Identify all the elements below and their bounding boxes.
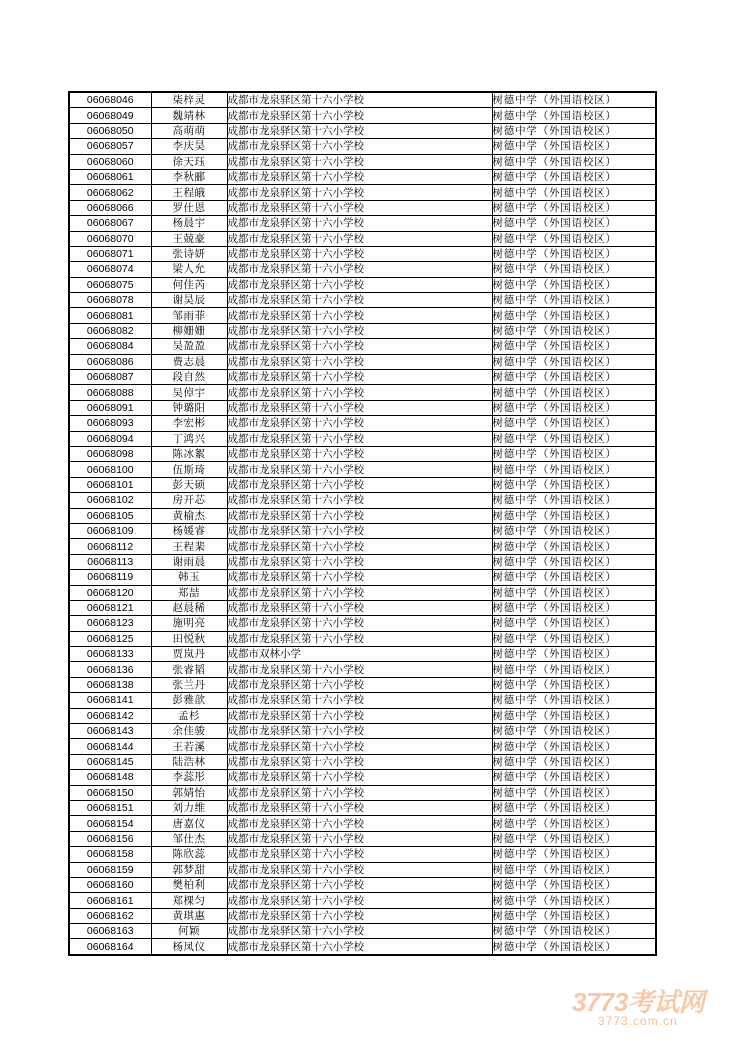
cell-admitted-school: 树德中学（外国语校区）	[492, 416, 656, 431]
cell-student-name: 贾岚丹	[151, 647, 227, 662]
cell-admitted-school: 树德中学（外国语校区）	[492, 570, 656, 585]
cell-student-name: 余佳骏	[151, 724, 227, 739]
cell-exam-number: 06068098	[69, 446, 151, 461]
cell-primary-school: 成都市龙泉驿区第十六小学校	[227, 416, 492, 431]
table-row	[69, 416, 656, 431]
table-row	[69, 508, 656, 523]
table-row	[69, 123, 656, 138]
cell-primary-school: 成都市龙泉驿区第十六小学校	[227, 354, 492, 369]
table-row	[69, 862, 656, 877]
cell-student-name: 陈冰絮	[151, 446, 227, 461]
cell-exam-number: 06068093	[69, 416, 151, 431]
cell-exam-number: 06068082	[69, 323, 151, 338]
cell-student-name: 杨媛睿	[151, 523, 227, 538]
cell-admitted-school: 树德中学（外国语校区）	[492, 616, 656, 631]
cell-student-name: 彭天硕	[151, 477, 227, 492]
table-row	[69, 431, 656, 446]
cell-student-name: 郑棵匀	[151, 893, 227, 908]
cell-primary-school: 成都市龙泉驿区第十六小学校	[227, 877, 492, 892]
cell-student-name: 赵晨稀	[151, 600, 227, 615]
cell-admitted-school: 树德中学（外国语校区）	[492, 385, 656, 400]
cell-admitted-school: 树德中学（外国语校区）	[492, 939, 656, 955]
cell-exam-number: 06068049	[69, 108, 151, 123]
cell-primary-school: 成都市龙泉驿区第十六小学校	[227, 231, 492, 246]
cell-primary-school: 成都市龙泉驿区第十六小学校	[227, 662, 492, 677]
cell-exam-number: 06068046	[69, 92, 151, 108]
table-row	[69, 585, 656, 600]
cell-exam-number: 06068148	[69, 770, 151, 785]
table-row	[69, 293, 656, 308]
cell-student-name: 郑喆	[151, 585, 227, 600]
table-row	[69, 877, 656, 892]
cell-admitted-school: 树德中学（外国语校区）	[492, 446, 656, 461]
cell-primary-school: 成都市龙泉驿区第十六小学校	[227, 477, 492, 492]
cell-student-name: 钟璐阳	[151, 400, 227, 415]
cell-student-name: 孟杉	[151, 708, 227, 723]
table-row	[69, 785, 656, 800]
cell-student-name: 黄榆杰	[151, 508, 227, 523]
cell-admitted-school: 树德中学（外国语校区）	[492, 539, 656, 554]
cell-student-name: 张兰丹	[151, 677, 227, 692]
cell-admitted-school: 树德中学（外国语校区）	[492, 631, 656, 646]
table-row	[69, 477, 656, 492]
cell-exam-number: 06068070	[69, 231, 151, 246]
cell-primary-school: 成都市龙泉驿区第十六小学校	[227, 739, 492, 754]
table-row	[69, 308, 656, 323]
cell-exam-number: 06068057	[69, 139, 151, 154]
table-row	[69, 446, 656, 461]
watermark-url: 3773.com.cn	[598, 1014, 678, 1028]
cell-exam-number: 06068142	[69, 708, 151, 723]
cell-student-name: 施明亮	[151, 616, 227, 631]
cell-exam-number: 06068100	[69, 462, 151, 477]
cell-primary-school: 成都市龙泉驿区第十六小学校	[227, 939, 492, 955]
cell-primary-school: 成都市龙泉驿区第十六小学校	[227, 908, 492, 923]
cell-exam-number: 06068120	[69, 585, 151, 600]
cell-exam-number: 06068164	[69, 939, 151, 955]
cell-admitted-school: 树德中学（外国语校区）	[492, 754, 656, 769]
cell-admitted-school: 树德中学（外国语校区）	[492, 216, 656, 231]
table-row	[69, 523, 656, 538]
table-row	[69, 831, 656, 846]
table-row	[69, 677, 656, 692]
table-row	[69, 754, 656, 769]
site-watermark	[560, 982, 720, 1032]
cell-primary-school: 成都市龙泉驿区第十六小学校	[227, 169, 492, 184]
cell-primary-school: 成都市龙泉驿区第十六小学校	[227, 523, 492, 538]
cell-primary-school: 成都市龙泉驿区第十六小学校	[227, 293, 492, 308]
cell-admitted-school: 树德中学（外国语校区）	[492, 200, 656, 215]
table-row	[69, 800, 656, 815]
cell-exam-number: 06068060	[69, 154, 151, 169]
cell-primary-school: 成都市龙泉驿区第十六小学校	[227, 339, 492, 354]
cell-admitted-school: 树德中学（外国语校区）	[492, 600, 656, 615]
table-row	[69, 739, 656, 754]
cell-primary-school: 成都市龙泉驿区第十六小学校	[227, 816, 492, 831]
cell-exam-number: 06068102	[69, 493, 151, 508]
cell-exam-number: 06068123	[69, 616, 151, 631]
table-row	[69, 939, 656, 955]
table-row	[69, 631, 656, 646]
cell-exam-number: 06068161	[69, 893, 151, 908]
table-row	[69, 108, 656, 123]
cell-primary-school: 成都市龙泉驿区第十六小学校	[227, 770, 492, 785]
cell-admitted-school: 树德中学（外国语校区）	[492, 677, 656, 692]
cell-primary-school: 成都市龙泉驿区第十六小学校	[227, 708, 492, 723]
table-row	[69, 616, 656, 631]
cell-student-name: 李蕊彤	[151, 770, 227, 785]
cell-admitted-school: 树德中学（外国语校区）	[492, 246, 656, 261]
cell-student-name: 梁人允	[151, 262, 227, 277]
table-row	[69, 493, 656, 508]
cell-exam-number: 06068136	[69, 662, 151, 677]
cell-primary-school: 成都市龙泉驿区第十六小学校	[227, 200, 492, 215]
table-row	[69, 847, 656, 862]
cell-primary-school: 成都市龙泉驿区第十六小学校	[227, 246, 492, 261]
table-row	[69, 92, 656, 108]
table-row	[69, 908, 656, 923]
cell-primary-school: 成都市龙泉驿区第十六小学校	[227, 108, 492, 123]
cell-admitted-school: 树德中学（外国语校区）	[492, 770, 656, 785]
cell-admitted-school: 树德中学（外国语校区）	[492, 431, 656, 446]
cell-exam-number: 06068160	[69, 877, 151, 892]
table-row	[69, 462, 656, 477]
table-row	[69, 231, 656, 246]
cell-primary-school: 成都市龙泉驿区第十六小学校	[227, 600, 492, 615]
table-row	[69, 323, 656, 338]
table-row	[69, 400, 656, 415]
cell-admitted-school: 树德中学（外国语校区）	[492, 370, 656, 385]
cell-exam-number: 06068143	[69, 724, 151, 739]
table-row	[69, 600, 656, 615]
cell-primary-school: 成都市龙泉驿区第十六小学校	[227, 570, 492, 585]
cell-exam-number: 06068088	[69, 385, 151, 400]
cell-exam-number: 06068086	[69, 354, 151, 369]
cell-exam-number: 06068094	[69, 431, 151, 446]
cell-student-name: 邹仕杰	[151, 831, 227, 846]
cell-student-name: 邹雨菲	[151, 308, 227, 323]
cell-exam-number: 06068071	[69, 246, 151, 261]
cell-student-name: 柒梓灵	[151, 92, 227, 108]
cell-exam-number: 06068075	[69, 277, 151, 292]
cell-primary-school: 成都市龙泉驿区第十六小学校	[227, 370, 492, 385]
cell-primary-school: 成都市龙泉驿区第十六小学校	[227, 323, 492, 338]
cell-primary-school: 成都市双林小学	[227, 647, 492, 662]
cell-admitted-school: 树德中学（外国语校区）	[492, 724, 656, 739]
cell-admitted-school: 树德中学（外国语校区）	[492, 123, 656, 138]
cell-admitted-school: 树德中学（外国语校区）	[492, 893, 656, 908]
cell-primary-school: 成都市龙泉驿区第十六小学校	[227, 154, 492, 169]
cell-exam-number: 06068151	[69, 800, 151, 815]
table-row	[69, 385, 656, 400]
cell-primary-school: 成都市龙泉驿区第十六小学校	[227, 262, 492, 277]
cell-student-name: 唐嘉仪	[151, 816, 227, 831]
cell-primary-school: 成都市龙泉驿区第十六小学校	[227, 785, 492, 800]
cell-primary-school: 成都市龙泉驿区第十六小学校	[227, 631, 492, 646]
cell-admitted-school: 树德中学（外国语校区）	[492, 554, 656, 569]
cell-primary-school: 成都市龙泉驿区第十六小学校	[227, 831, 492, 846]
cell-student-name: 王兢豪	[151, 231, 227, 246]
cell-student-name: 房开芯	[151, 493, 227, 508]
cell-exam-number: 06068105	[69, 508, 151, 523]
table-row	[69, 139, 656, 154]
table-row	[69, 246, 656, 261]
cell-admitted-school: 树德中学（外国语校区）	[492, 816, 656, 831]
cell-student-name: 张诗妍	[151, 246, 227, 261]
cell-admitted-school: 树德中学（外国语校区）	[492, 354, 656, 369]
table-row	[69, 570, 656, 585]
table-row	[69, 708, 656, 723]
cell-primary-school: 成都市龙泉驿区第十六小学校	[227, 616, 492, 631]
cell-admitted-school: 树德中学（外国语校区）	[492, 477, 656, 492]
cell-exam-number: 06068084	[69, 339, 151, 354]
cell-student-name: 韩玉	[151, 570, 227, 585]
table-row	[69, 216, 656, 231]
cell-admitted-school: 树德中学（外国语校区）	[492, 493, 656, 508]
cell-admitted-school: 树德中学（外国语校区）	[492, 523, 656, 538]
table-row	[69, 662, 656, 677]
table-row	[69, 816, 656, 831]
table-row	[69, 154, 656, 169]
cell-admitted-school: 树德中学（外国语校区）	[492, 647, 656, 662]
cell-primary-school: 成都市龙泉驿区第十六小学校	[227, 924, 492, 939]
cell-admitted-school: 树德中学（外国语校区）	[492, 154, 656, 169]
cell-admitted-school: 树德中学（外国语校区）	[492, 262, 656, 277]
cell-exam-number: 06068113	[69, 554, 151, 569]
cell-admitted-school: 树德中学（外国语校区）	[492, 293, 656, 308]
cell-admitted-school: 树德中学（外国语校区）	[492, 800, 656, 815]
cell-student-name: 王程皒	[151, 185, 227, 200]
cell-student-name: 柳姗姗	[151, 323, 227, 338]
cell-exam-number: 06068081	[69, 308, 151, 323]
admission-list-body	[69, 92, 656, 955]
cell-student-name: 李秋郦	[151, 169, 227, 184]
cell-exam-number: 06068066	[69, 200, 151, 215]
cell-exam-number: 06068133	[69, 647, 151, 662]
table-row	[69, 370, 656, 385]
cell-student-name: 樊柏利	[151, 877, 227, 892]
cell-student-name: 罗仕恩	[151, 200, 227, 215]
cell-primary-school: 成都市龙泉驿区第十六小学校	[227, 462, 492, 477]
cell-admitted-school: 树德中学（外国语校区）	[492, 508, 656, 523]
cell-student-name: 王程棐	[151, 539, 227, 554]
cell-exam-number: 06068154	[69, 816, 151, 831]
table-row	[69, 277, 656, 292]
cell-primary-school: 成都市龙泉驿区第十六小学校	[227, 400, 492, 415]
cell-primary-school: 成都市龙泉驿区第十六小学校	[227, 139, 492, 154]
cell-primary-school: 成都市龙泉驿区第十六小学校	[227, 724, 492, 739]
cell-exam-number: 06068087	[69, 370, 151, 385]
cell-admitted-school: 树德中学（外国语校区）	[492, 323, 656, 338]
table-row	[69, 554, 656, 569]
cell-student-name: 谢雨晨	[151, 554, 227, 569]
cell-student-name: 丁鸿兴	[151, 431, 227, 446]
cell-admitted-school: 树德中学（外国语校区）	[492, 708, 656, 723]
cell-primary-school: 成都市龙泉驿区第十六小学校	[227, 277, 492, 292]
table-row	[69, 200, 656, 215]
cell-primary-school: 成都市龙泉驿区第十六小学校	[227, 123, 492, 138]
cell-exam-number: 06068050	[69, 123, 151, 138]
cell-student-name: 段自然	[151, 370, 227, 385]
cell-student-name: 何佳芮	[151, 277, 227, 292]
cell-exam-number: 06068091	[69, 400, 151, 415]
cell-student-name: 黄琪惠	[151, 908, 227, 923]
cell-exam-number: 06068062	[69, 185, 151, 200]
cell-admitted-school: 树德中学（外国语校区）	[492, 400, 656, 415]
table-row	[69, 647, 656, 662]
cell-student-name: 何颖	[151, 924, 227, 939]
cell-student-name: 费志晨	[151, 354, 227, 369]
cell-admitted-school: 树德中学（外国语校区）	[492, 785, 656, 800]
table-row	[69, 169, 656, 184]
table-row	[69, 339, 656, 354]
cell-exam-number: 06068112	[69, 539, 151, 554]
table-row	[69, 185, 656, 200]
cell-student-name: 吴盈盈	[151, 339, 227, 354]
cell-student-name: 刘力维	[151, 800, 227, 815]
table-row	[69, 262, 656, 277]
cell-primary-school: 成都市龙泉驿区第十六小学校	[227, 493, 492, 508]
cell-admitted-school: 树德中学（外国语校区）	[492, 308, 656, 323]
cell-primary-school: 成都市龙泉驿区第十六小学校	[227, 585, 492, 600]
cell-primary-school: 成都市龙泉驿区第十六小学校	[227, 431, 492, 446]
cell-primary-school: 成都市龙泉驿区第十六小学校	[227, 677, 492, 692]
cell-admitted-school: 树德中学（外国语校区）	[492, 585, 656, 600]
cell-primary-school: 成都市龙泉驿区第十六小学校	[227, 185, 492, 200]
table-row	[69, 354, 656, 369]
cell-admitted-school: 树德中学（外国语校区）	[492, 231, 656, 246]
cell-admitted-school: 树德中学（外国语校区）	[492, 339, 656, 354]
cell-exam-number: 06068163	[69, 924, 151, 939]
cell-student-name: 高萌萌	[151, 123, 227, 138]
cell-exam-number: 06068121	[69, 600, 151, 615]
cell-admitted-school: 树德中学（外国语校区）	[492, 847, 656, 862]
table-row	[69, 770, 656, 785]
cell-student-name: 郭梦甜	[151, 862, 227, 877]
cell-exam-number: 06068138	[69, 677, 151, 692]
cell-exam-number: 06068101	[69, 477, 151, 492]
cell-exam-number: 06068162	[69, 908, 151, 923]
cell-primary-school: 成都市龙泉驿区第十六小学校	[227, 308, 492, 323]
cell-exam-number: 06068119	[69, 570, 151, 585]
cell-exam-number: 06068061	[69, 169, 151, 184]
cell-primary-school: 成都市龙泉驿区第十六小学校	[227, 693, 492, 708]
cell-primary-school: 成都市龙泉驿区第十六小学校	[227, 539, 492, 554]
cell-admitted-school: 树德中学（外国语校区）	[492, 693, 656, 708]
cell-exam-number: 06068074	[69, 262, 151, 277]
cell-primary-school: 成都市龙泉驿区第十六小学校	[227, 216, 492, 231]
cell-primary-school: 成都市龙泉驿区第十六小学校	[227, 92, 492, 108]
cell-student-name: 郭婧怡	[151, 785, 227, 800]
cell-student-name: 王若溪	[151, 739, 227, 754]
cell-student-name: 李宏彬	[151, 416, 227, 431]
cell-admitted-school: 树德中学（外国语校区）	[492, 739, 656, 754]
cell-primary-school: 成都市龙泉驿区第十六小学校	[227, 862, 492, 877]
cell-exam-number: 06068078	[69, 293, 151, 308]
cell-exam-number: 06068109	[69, 523, 151, 538]
cell-admitted-school: 树德中学（外国语校区）	[492, 908, 656, 923]
cell-admitted-school: 树德中学（外国语校区）	[492, 831, 656, 846]
cell-admitted-school: 树德中学（外国语校区）	[492, 277, 656, 292]
cell-admitted-school: 树德中学（外国语校区）	[492, 169, 656, 184]
table-row	[69, 924, 656, 939]
cell-admitted-school: 树德中学（外国语校区）	[492, 139, 656, 154]
table-row	[69, 693, 656, 708]
cell-primary-school: 成都市龙泉驿区第十六小学校	[227, 554, 492, 569]
cell-student-name: 杨晨宇	[151, 216, 227, 231]
cell-exam-number: 06068144	[69, 739, 151, 754]
cell-student-name: 杨凤仪	[151, 939, 227, 955]
admission-list-table	[68, 91, 657, 956]
cell-primary-school: 成都市龙泉驿区第十六小学校	[227, 893, 492, 908]
watermark-logo-text: 3773考试网	[572, 987, 705, 1017]
cell-exam-number: 06068159	[69, 862, 151, 877]
cell-admitted-school: 树德中学（外国语校区）	[492, 108, 656, 123]
cell-admitted-school: 树德中学（外国语校区）	[492, 462, 656, 477]
cell-admitted-school: 树德中学（外国语校区）	[492, 185, 656, 200]
cell-exam-number: 06068141	[69, 693, 151, 708]
cell-student-name: 彭雅歆	[151, 693, 227, 708]
cell-student-name: 徐天珏	[151, 154, 227, 169]
cell-exam-number: 06068125	[69, 631, 151, 646]
cell-exam-number: 06068150	[69, 785, 151, 800]
cell-admitted-school: 树德中学（外国语校区）	[492, 924, 656, 939]
cell-primary-school: 成都市龙泉驿区第十六小学校	[227, 446, 492, 461]
cell-student-name: 李庆昊	[151, 139, 227, 154]
cell-admitted-school: 树德中学（外国语校区）	[492, 662, 656, 677]
table-row	[69, 539, 656, 554]
cell-student-name: 陈欣蕊	[151, 847, 227, 862]
cell-primary-school: 成都市龙泉驿区第十六小学校	[227, 754, 492, 769]
cell-student-name: 张睿韬	[151, 662, 227, 677]
cell-student-name: 伍斯琦	[151, 462, 227, 477]
cell-student-name: 魏靖林	[151, 108, 227, 123]
table-row	[69, 893, 656, 908]
cell-student-name: 谢昊辰	[151, 293, 227, 308]
cell-exam-number: 06068067	[69, 216, 151, 231]
cell-primary-school: 成都市龙泉驿区第十六小学校	[227, 847, 492, 862]
cell-exam-number: 06068156	[69, 831, 151, 846]
cell-exam-number: 06068145	[69, 754, 151, 769]
table-row	[69, 724, 656, 739]
cell-admitted-school: 树德中学（外国语校区）	[492, 877, 656, 892]
cell-primary-school: 成都市龙泉驿区第十六小学校	[227, 800, 492, 815]
cell-admitted-school: 树德中学（外国语校区）	[492, 92, 656, 108]
cell-student-name: 陆浩林	[151, 754, 227, 769]
cell-student-name: 田悦秋	[151, 631, 227, 646]
cell-primary-school: 成都市龙泉驿区第十六小学校	[227, 508, 492, 523]
cell-admitted-school: 树德中学（外国语校区）	[492, 862, 656, 877]
cell-primary-school: 成都市龙泉驿区第十六小学校	[227, 385, 492, 400]
cell-exam-number: 06068158	[69, 847, 151, 862]
cell-student-name: 吴倬宇	[151, 385, 227, 400]
